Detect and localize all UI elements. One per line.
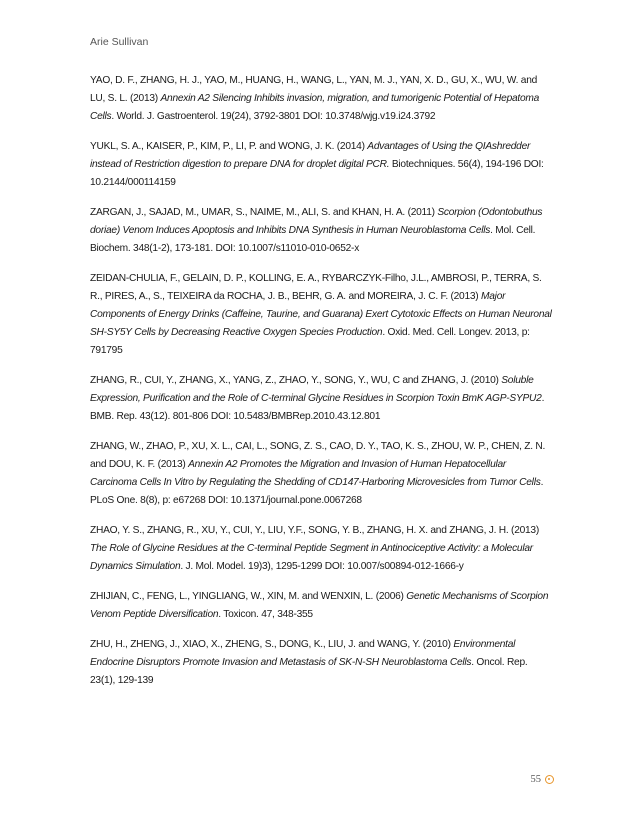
reference-entry: [90, 438, 552, 510]
running-header-author: Arie Sullivan: [90, 36, 149, 48]
reference-title: Annexin A2 Silencing Inhibits invasion, migration, and tumorigenic Potential of Hepatoma Cells: [90, 93, 540, 122]
reference-authors: ZHANG, W., ZHAO, P., XU, X. L., CAI, L., SONG, Z. S., CAO, D. Y., TAO, K. S., ZHOU, W. P., CHEN, Z. N. and DOU, K. F. (2013): [90, 441, 546, 470]
reference-entry: [90, 138, 552, 192]
reference-entry: [90, 72, 552, 126]
reference-title: Annexin A2 Promotes the Migration and Invasion of Human Hepatocellular Carcinoma Cells In Vitro by Regulating the Shedding of CD147-Harboring Microvesicles from Tumor Cells: [90, 459, 541, 488]
reference-title: Environmental Endocrine Disruptors Promote Invasion and Metastasis of SK-N-SH Neuroblastoma Cells: [90, 639, 516, 668]
reference-authors: ZARGAN, J., SAJAD, M., UMAR, S., NAIME, M., ALI, S. and KHAN, H. A. (2011): [90, 207, 438, 218]
reference-entry: [90, 588, 552, 624]
reference-entry: [90, 522, 552, 576]
reference-title: Major Components of Energy Drinks (Caffeine, Taurine, and Guarana) Exert Cytotoxic Effects on Human Neuronal SH-SY5Y Cells by Decreasing Reactive Oxygen Species Production: [90, 291, 552, 338]
circle-ornament-icon: [545, 775, 554, 784]
reference-title: Genetic Mechanisms of Scorpion Venom Peptide Diversification: [90, 591, 549, 620]
reference-authors: ZHIJIAN, C., FENG, L., YINGLIANG, W., XIN, M. and WENXIN, L. (2006): [90, 591, 407, 602]
reference-source: . BMB. Rep. 43(12). 801-806 DOI: 10.5483/BMBRep.2010.43.12.801: [90, 393, 545, 422]
reference-authors: ZEIDAN-CHULIA, F., GELAIN, D. P., KOLLING, E. A., RYBARCZYK-Filho, J.L., AMBROSI, P., TERRA, S. R., PIRES, A., S., TEIXEIRA da ROCHA, J. B., BEHR, G. A. and MOREIRA, J. C. F. (2013): [90, 273, 542, 302]
reference-authors: YAO, D. F., ZHANG, H. J., YAO, M., HUANG, H., WANG, L., YAN, M. J., YAN, X. D., GU, X., WU, W. and LU, S. L. (2013): [90, 75, 538, 104]
page-footer: [531, 774, 555, 785]
reference-entry: [90, 270, 552, 360]
reference-source: . World. J. Gastroenterol. 19(24), 3792-3801 DOI: 10.3748/wjg.v19.i24.3792: [111, 111, 436, 122]
reference-source: . Toxicon. 47, 348-355: [218, 609, 313, 620]
reference-source: . J. Mol. Model. 19)3), 1295-1299 DOI: 10.007/s00894-012-1666-y: [180, 561, 464, 572]
reference-title: The Role of Glycine Residues at the C-terminal Peptide Segment in Antinociceptive Activity: a Molecular Dynamics Simulation: [90, 543, 533, 572]
reference-entry: [90, 636, 552, 690]
reference-title: Scorpion (Odontobuthus doriae) Venom Induces Apoptosis and Inhibits DNA Synthesis in Human Neuroblastoma Cells: [90, 207, 543, 236]
reference-authors: ZHU, H., ZHENG, J., XIAO, X., ZHENG, S., DONG, K., LIU, J. and WANG, Y. (2010): [90, 639, 454, 650]
reference-source: Biotechniques. 56(4), 194-196 DOI: 10.2144/000114159: [90, 159, 544, 188]
page-number: 55: [530, 774, 541, 785]
reference-source: . PLoS One. 8(8), p: e67268 DOI: 10.1371/journal.pone.0067268: [90, 477, 544, 506]
reference-authors: ZHANG, R., CUI, Y., ZHANG, X., YANG, Z., ZHAO, Y., SONG, Y., WU, C and ZHANG, J. (2010): [90, 375, 502, 386]
reference-source: . Oxid. Med. Cell. Longev. 2013, p: 791795: [90, 327, 530, 356]
reference-list: [90, 72, 552, 702]
reference-title: Advantages of Using the QIAshredder instead of Restriction digestion to prepare DNA for droplet digital PCR.: [90, 141, 531, 170]
reference-entry: [90, 204, 552, 258]
reference-title: Soluble Expression, Purification and the Role of C-terminal Glycine Residues in Scorpion Toxin BmK AGP-SYPU2: [90, 375, 542, 404]
reference-authors: ZHAO, Y. S., ZHANG, R., XU, Y., CUI, Y., LIU, Y.F., SONG, Y. B., ZHANG, H. X. and ZHANG, J. H. (2013): [90, 525, 539, 536]
reference-source: . Mol. Cell. Biochem. 348(1-2), 173-181. DOI: 10.1007/s11010-010-0652-x: [90, 225, 536, 254]
reference-entry: [90, 372, 552, 426]
reference-source: . Oncol. Rep. 23(1), 129-139: [90, 657, 528, 686]
reference-authors: YUKL, S. A., KAISER, P., KIM, P., LI, P. and WONG, J. K. (2014): [90, 141, 368, 152]
